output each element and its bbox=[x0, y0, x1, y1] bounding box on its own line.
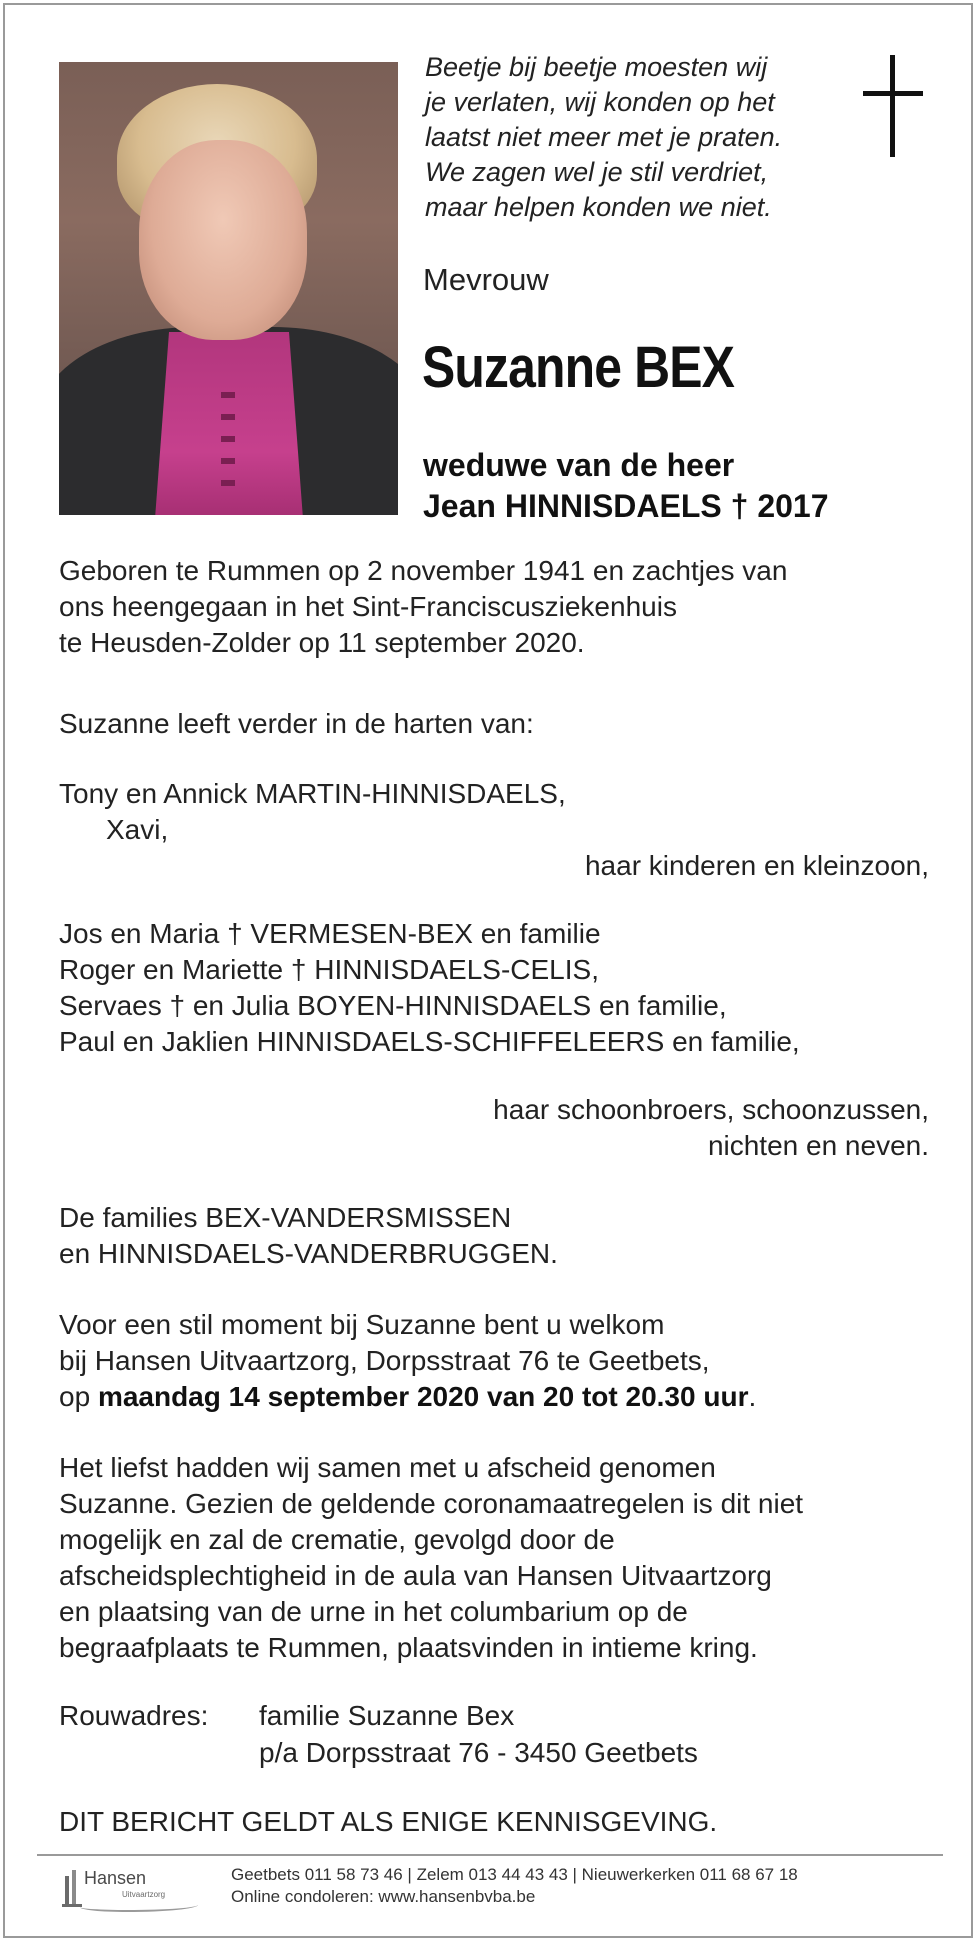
footer-phones: Geetbets 011 58 73 46 | Zelem 013 44 43 43 | Nieuwerkerken 011 68 67 18 bbox=[231, 1865, 798, 1884]
cross-icon bbox=[863, 55, 923, 160]
poem-line: We zagen wel je stil verdriet, bbox=[425, 157, 769, 187]
address-label: Rouwadres: bbox=[59, 1700, 209, 1731]
spouse-line: Jean HINNISDAELS † 2017 bbox=[423, 488, 829, 524]
farewell-block: Het liefst hadden wij samen met u afscheid genomen Suzanne. Gezien de geldende coronamaatregelen is dit niet mogelijk en zal de crematie, gevolgd door de afscheidsplechtigheid in de aula van Hansen Uitvaartzorg en plaatsing van de urne in het columbarium op de begraafplaats te Rummen, plaatsvinden in intieme kring. bbox=[59, 1452, 804, 1663]
birth-text: Geboren te Rummen op 2 november 1941 en zachtjes van ons heengegaan in het Sint-Franciscusziekenhuis te Heusden-Zolder op 11 september 2020. bbox=[59, 555, 788, 658]
logo-mark-icon bbox=[62, 1870, 82, 1910]
spouse-info bbox=[423, 445, 829, 527]
hansen-logo bbox=[62, 1868, 202, 1916]
notice: DIT BERICHT GELDT ALS ENIGE KENNISGEVING. bbox=[59, 1806, 718, 1837]
in-law-line: Paul en Jaklien HINNISDAELS-SCHIFFELEERS en familie, bbox=[59, 1026, 800, 1057]
in-laws-relation: haar schoonbroers, schoonzussen, nichten en neven. bbox=[493, 1094, 929, 1161]
visit-date: maandag 14 september 2020 van 20 tot 20.30 uur bbox=[97, 1381, 749, 1412]
in-law-line: Servaes † en Julia BOYEN-HINNISDAELS en familie, bbox=[59, 990, 727, 1021]
poem-line: maar helpen konden we niet. bbox=[425, 192, 772, 222]
poem-line: laatst niet meer met je praten. bbox=[425, 122, 783, 152]
in-laws-block bbox=[59, 916, 929, 1060]
families-block: De families BEX-VANDERSMISSEN en HINNISDAELS-VANDERBRUGGEN. bbox=[59, 1202, 558, 1269]
footer-divider bbox=[37, 1854, 943, 1856]
portrait-photo bbox=[59, 62, 398, 515]
grandchild-name: Xavi, bbox=[106, 814, 169, 845]
address-line: familie Suzanne Bex bbox=[259, 1700, 515, 1731]
logo-subtitle: Uitvaartzorg bbox=[122, 1890, 166, 1899]
children-block bbox=[59, 776, 929, 884]
footer-contact bbox=[231, 1864, 798, 1908]
honorific: Mevrouw bbox=[423, 262, 549, 297]
visit-block: Voor een stil moment bij Suzanne bent u welkom bij Hansen Uitvaartzorg, Dorpsstraat 76 te Geetbets, op maandag 14 september 2020 van 20 tot 20.30 uur. bbox=[59, 1309, 757, 1412]
poem-line: je verlaten, wij konden op het bbox=[425, 87, 775, 117]
poem-line: Beetje bij beetje moesten wij bbox=[425, 52, 768, 82]
address-line: p/a Dorpsstraat 76 - 3450 Geetbets bbox=[259, 1737, 698, 1768]
in-law-line: Roger en Mariette † HINNISDAELS-CELIS, bbox=[59, 954, 599, 985]
lives-on-text: Suzanne leeft verder in de harten van: bbox=[59, 708, 534, 739]
deceased-name: Suzanne BEX bbox=[422, 335, 735, 400]
children-relation: haar kinderen en kleinzoon, bbox=[584, 850, 929, 881]
children-names: Tony en Annick MARTIN-HINNISDAELS, bbox=[59, 778, 566, 809]
logo-name: Hansen bbox=[84, 1868, 147, 1888]
footer-online[interactable]: Online condoleren: www.hansenbvba.be bbox=[231, 1887, 536, 1906]
poem bbox=[425, 50, 865, 225]
in-law-line: Jos en Maria † VERMESEN-BEX en familie bbox=[59, 918, 601, 949]
spouse-line: weduwe van de heer bbox=[423, 447, 735, 483]
